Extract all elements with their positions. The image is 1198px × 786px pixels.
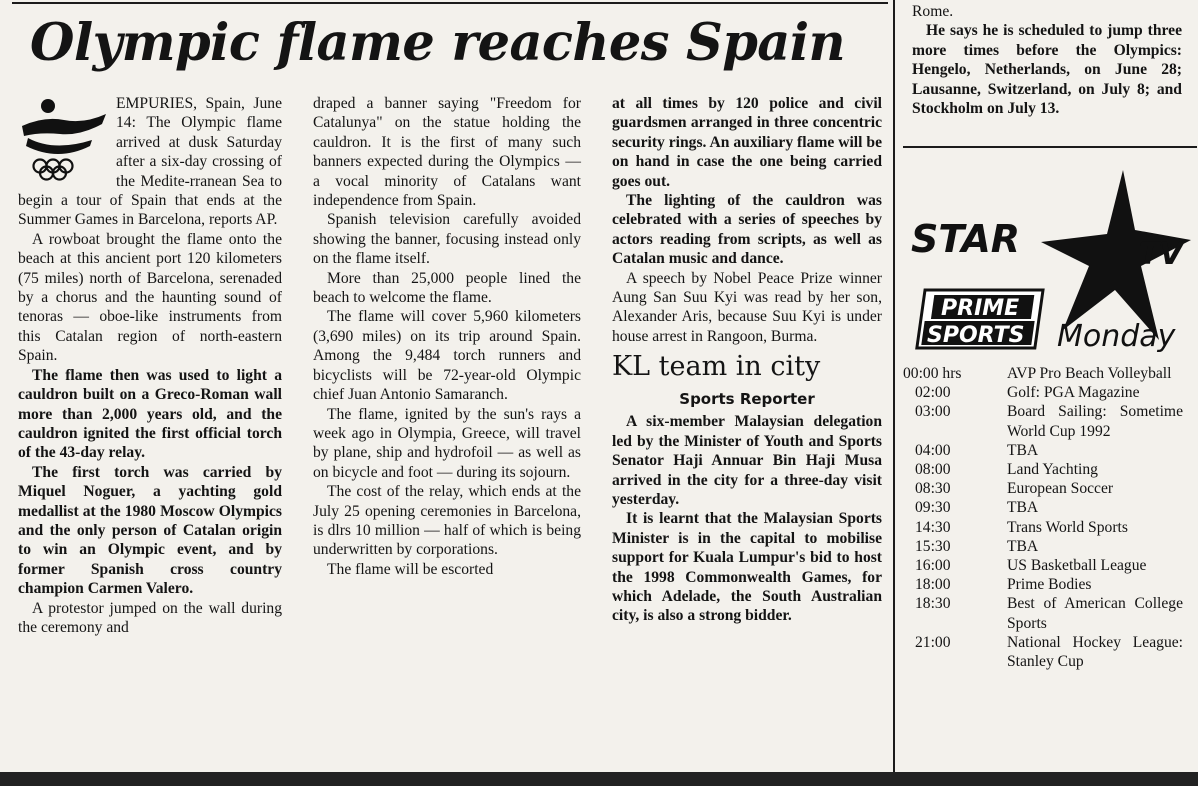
schedule-program: AVP Pro Beach Volleyball [1007, 365, 1172, 382]
sports-text: SPORTS [927, 323, 1025, 348]
paragraph: A speech by Nobel Peace Prize winner Aung San Suu Kyi was read by her son, Alexander Aris, because Suu Kyi is under house arrest in Rangoon, Burma. [612, 269, 882, 345]
schedule-time: 00:00 hrs [903, 365, 962, 382]
paragraph: at all times by 120 police and civil guardsmen arranged in three concentric security rings. An auxiliary flame will be on hand in case the one being carried goes out. [612, 95, 882, 190]
article-column-2 [313, 94, 581, 579]
schedule-time: 02:00 [915, 384, 951, 402]
paragraph: draped a banner saying "Freedom for Catalunya" on the statue holding the cauldron. It is the first of many such banners expected during the Olympics — a vocal minority of Catalans want independence from Spain. [313, 95, 581, 210]
barcelona-olympics-logo [14, 96, 110, 186]
paragraph: The lighting of the cauldron was celebrated with a series of speeches by actors reading from scripts, as well as Catalan music and dance. [612, 192, 882, 268]
schedule-program: TBA [1007, 499, 1039, 517]
schedule-time: 15:30 [915, 537, 951, 555]
schedule-row [903, 441, 1183, 460]
schedule-row [903, 498, 1183, 517]
column-divider-rule [893, 0, 895, 772]
schedule-program: Golf: PGA Magazine [1007, 384, 1140, 402]
schedule-row [903, 575, 1183, 594]
schedule-row [903, 460, 1183, 479]
kl-story-headline: KL team in city [612, 351, 821, 383]
paragraph: The flame will cover 5,960 kilometers (3,690 miles) on its trip around Spain. Among the 9,484 torch runners and bicyclists will be 72-year-old Olympic chief Juan Antonio Samaranch. [313, 308, 581, 404]
paragraph: EMPURIES, Spain, June 14: The Olympic flame arrived at dusk Saturday after a six-day crossing of the Medite-rranean Sea to begin a tour of Spain that ends at the Summer Games in Barcelona, reports AP. [18, 95, 282, 229]
prime-text: PRIME [941, 296, 1020, 321]
paragraph: The cost of the relay, which ends at the July 25 opening ceremonies in Barcelona, is dlrs 10 million — half of which is being underwritten by corporations. [313, 483, 581, 559]
schedule-time: 08:30 [915, 480, 951, 498]
schedule-row [903, 479, 1183, 498]
paragraph: A six-member Malaysian delegation led by the Minister of Youth and Sports Senator Haji Annuar Bin Haji Musa arrived in the city for a three-day visit yesterday. [612, 413, 882, 508]
schedule-program: TBA [1007, 537, 1039, 555]
top-left-rule [12, 2, 888, 4]
star-text: STAR [911, 217, 1021, 261]
schedule-time: 03:00 [915, 403, 951, 421]
schedule-program: Trans World Sports [1007, 518, 1128, 536]
article-column-4 [912, 2, 1182, 118]
schedule-row [903, 594, 1183, 632]
schedule-program: Prime Bodies [1007, 576, 1092, 594]
headline: Olympic flame reaches Spain [30, 13, 845, 73]
paragraph: Spanish television carefully avoided showing the banner, focusing instead only on the flame itself. [313, 211, 581, 268]
schedule-program: Land Yachting [1007, 461, 1098, 479]
day-text: Monday [1057, 319, 1176, 354]
schedule-time: 21:00 [915, 633, 951, 651]
paragraph: A rowboat brought the flame onto the beach at this ancient port 120 kilometers (75 miles) north of Barcelona, serenaded by a chorus and the haunting sound of tenoras — oboe-like instruments from this Catalan region of north-eastern Spain. [18, 230, 282, 365]
paragraph: The flame will be escorted [327, 560, 494, 578]
schedule-time: 16:00 [915, 557, 951, 575]
schedule-time: 09:30 [915, 499, 951, 517]
schedule-time: 18:30 [915, 595, 951, 613]
schedule-program: European Soccer [1007, 480, 1114, 498]
paragraph: More than 25,000 people lined the beach to welcome the flame. [313, 269, 581, 307]
paragraph: The flame, ignited by the sun's rays a week ago in Olympia, Greece, will travel by plane, ship and hydrofoil — as well as on bicycle and foot — during its sojourn. [313, 405, 581, 481]
tv-text: TV [1139, 237, 1183, 272]
schedule-separator-rule [903, 146, 1197, 148]
paragraph: The first torch was carried by Miquel Noguer, a yachting gold medallist at the 1980 Moscow Olympics and the only person of Catalan origin to win an Olympic event, and by former Spanish cross country champion Carmen Valero. [18, 463, 282, 598]
schedule-time: 04:00 [915, 441, 951, 459]
schedule-row [903, 556, 1183, 575]
schedule-program: National Hockey League: Stanley Cup [1007, 633, 1183, 671]
schedule-time: 18:00 [915, 576, 951, 594]
schedule-program: TBA [1007, 441, 1039, 459]
paragraph: He says he is scheduled to jump three more times before the Olympics: Hengelo, Netherlands, on June 28; Lausanne, Switzerland, on July 8; and Stockholm on July 13. [912, 22, 1182, 118]
schedule-row [903, 518, 1183, 537]
paragraph: It is learnt that the Malaysian Sports Minister is in the capital to mobilise support for Kuala Lumpur's bid to host the 1998 Commonwealth Games, for which Adelade, the South Australian city, is also a strong bidder. [612, 510, 882, 625]
paragraph: Rome. [912, 3, 954, 20]
tv-schedule [903, 364, 1183, 671]
schedule-row [903, 537, 1183, 556]
schedule-row [903, 633, 1183, 671]
schedule-program: Best of American College Sports [1007, 595, 1183, 632]
kl-story-byline: Sports Reporter [679, 390, 815, 409]
schedule-row [903, 383, 1183, 402]
schedule-row [903, 402, 1183, 440]
star-tv-logo [903, 162, 1197, 362]
schedule-program: Board Sailing: Sometime World Cup 1992 [1007, 403, 1183, 440]
bottom-rule [0, 772, 1198, 786]
paragraph: A protestor jumped on the wall during the ceremony and [18, 599, 282, 636]
schedule-row [903, 364, 1183, 383]
schedule-time: 08:00 [915, 461, 951, 479]
schedule-program: US Basketball League [1007, 557, 1147, 575]
schedule-time: 14:30 [915, 518, 951, 536]
article-column-3 [612, 94, 882, 626]
article-column-1 [18, 94, 282, 637]
paragraph: The flame then was used to light a cauldron built on a Greco-Roman wall more than 2,000 years old, and the cauldron ignited the first official torch of the 43-day relay. [18, 366, 282, 462]
